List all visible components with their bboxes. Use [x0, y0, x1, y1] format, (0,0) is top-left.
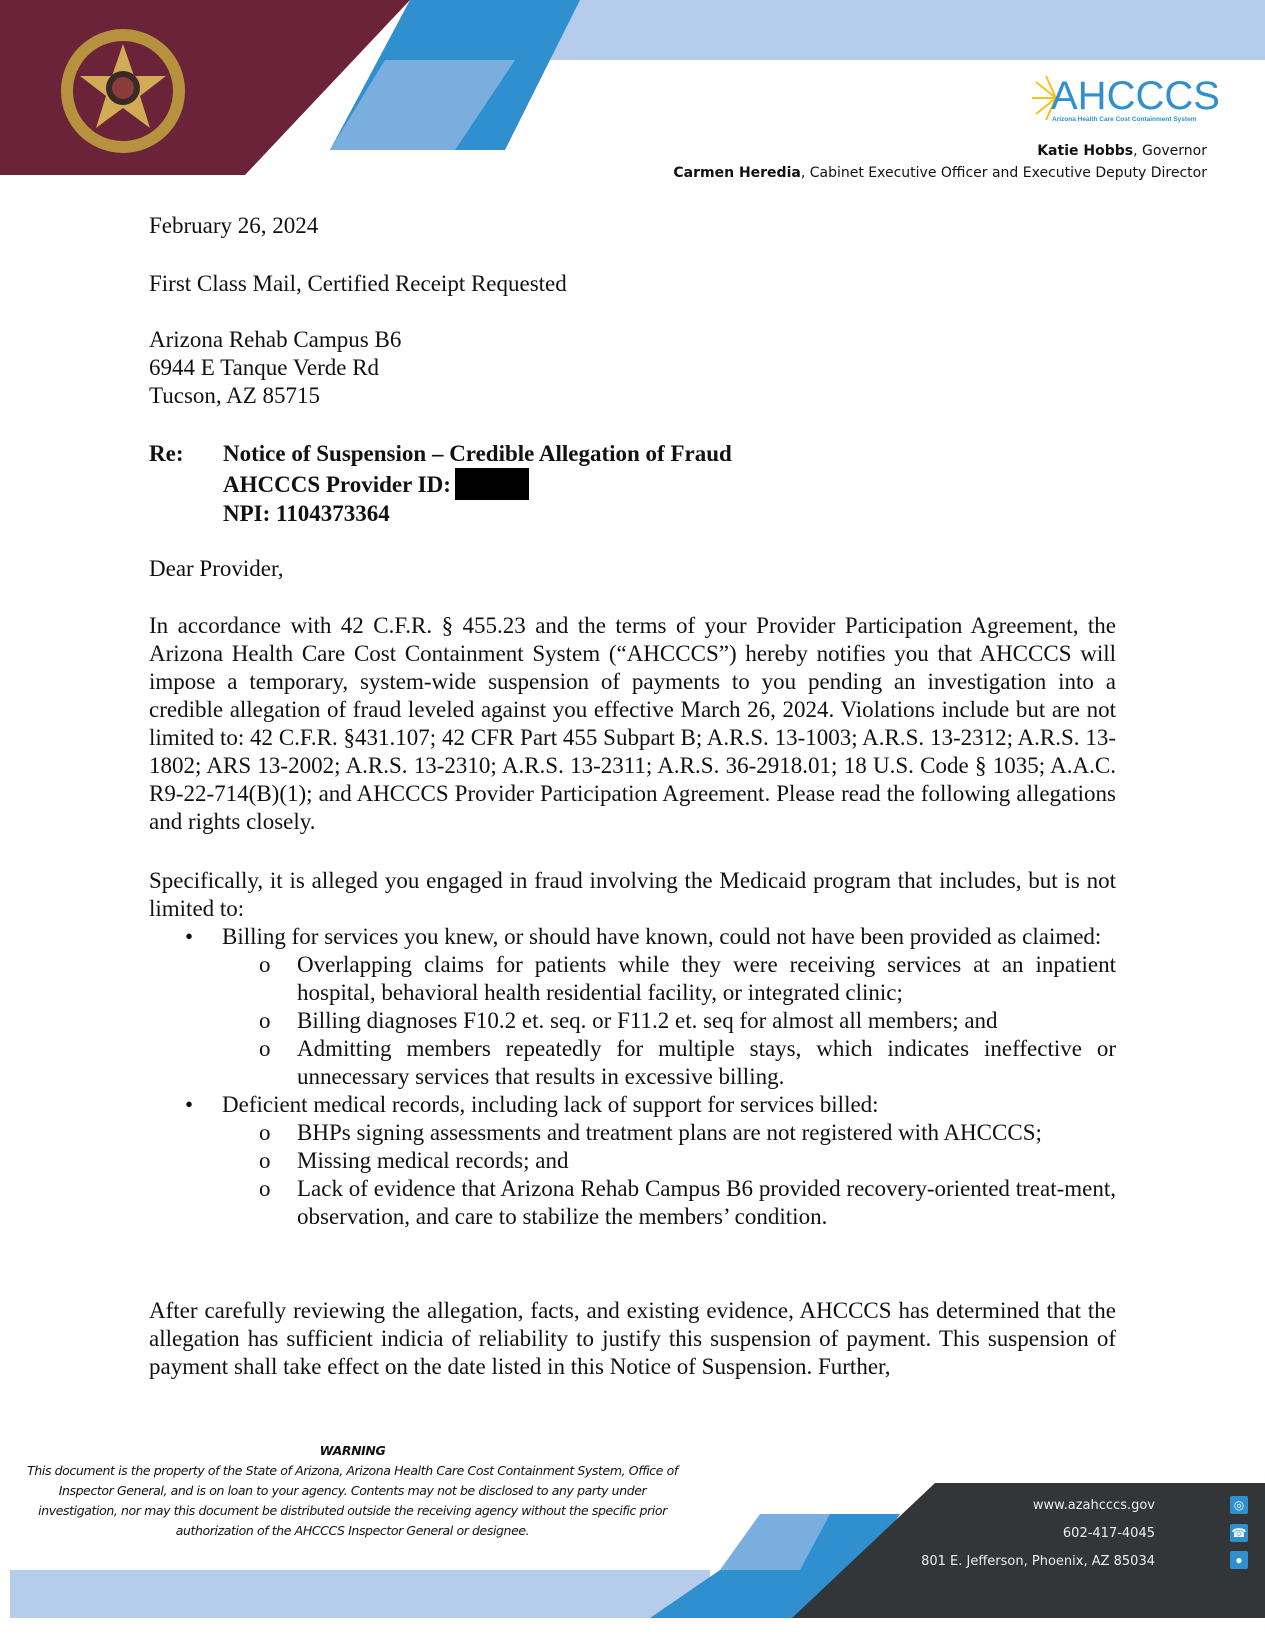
official-title: , Cabinet Executive Officer and Executive Deputy Director — [800, 165, 1207, 181]
logo-tagline: Arizona Health Care Cost Containment System — [1052, 116, 1197, 123]
re-provider-id — [223, 468, 1116, 500]
official-name: Carmen Heredia — [673, 165, 801, 181]
sub-item — [222, 1035, 1116, 1091]
warning-title: WARNING — [319, 1443, 386, 1458]
sub-text: BHPs signing assessments and treatment plans are not registered with AHCCCS; — [297, 1120, 1042, 1145]
delivery-method: First Class Mail, Certified Receipt Requested — [149, 271, 567, 296]
bullet-item — [149, 923, 1116, 1091]
sub-item — [222, 951, 1116, 1007]
official-name: Katie Hobbs — [1037, 143, 1134, 159]
warning-text: This document is the property of the State of Arizona, Arizona Health Care Cost Containment System, Office of Inspector General, and is on loan to your agency. Contents may not be disclosed to any party under investigation, nor may this document be distributed outside the receiving agency without the specific prior authorization of the AHCCCS Inspector General or designee. — [27, 1463, 678, 1538]
globe-icon: ◎ — [1230, 1496, 1248, 1514]
phone-icon: ☎ — [1231, 1526, 1247, 1540]
provider-id-label: AHCCCS Provider ID: — [223, 472, 451, 497]
sub-marker: o — [259, 1120, 271, 1145]
sub-marker: o — [259, 1008, 271, 1033]
sub-item — [222, 1175, 1116, 1231]
sub-item — [222, 1119, 1116, 1147]
sub-text: Missing medical records; and — [297, 1148, 569, 1173]
address-line: 6944 E Tanque Verde Rd — [149, 355, 380, 380]
bullet-item — [149, 1091, 1116, 1231]
sub-text: Admitting members repeatedly for multiple stays, which indicates ineffective or unnecessary services that results in excessive billing. — [297, 1036, 1116, 1089]
director-line — [673, 165, 1207, 181]
paragraph-3: After carefully reviewing the allegation, facts, and existing evidence, AHCCCS has determined that the allegation has sufficient indicia of reliability to justify this suspension of payment. This suspension of payment shall take effect on the date listed in this Notice of Suspension. Further, — [149, 1298, 1116, 1379]
sub-marker: o — [259, 1176, 271, 1201]
re-npi: NPI: 1104373364 — [223, 501, 390, 526]
sub-text: Billing diagnoses F10.2 et. seq. or F11.2 et. seq for almost all members; and — [297, 1008, 998, 1033]
address-text: 801 E. Jefferson, Phoenix, AZ 85034 — [921, 1554, 1155, 1569]
re-label: Re: — [149, 441, 184, 466]
recipient-address — [149, 326, 1116, 410]
sub-text: Overlapping claims for patients while they were receiving services at an inpatient hospital, behavioral health residential facility, or integrated clinic; — [297, 952, 1116, 1005]
bullet-marker: • — [185, 924, 194, 949]
website-text: www.azahcccs.gov — [1032, 1498, 1155, 1513]
sub-marker: o — [259, 1148, 271, 1173]
official-title: , Governor — [1133, 143, 1207, 159]
paragraph-2: Specifically, it is alleged you engaged in fraud involving the Medicaid program that includes, but is not limited to: — [149, 868, 1116, 921]
location-pin-icon: ● — [1230, 1551, 1248, 1569]
sub-text: Lack of evidence that Arizona Rehab Campus B6 provided recovery-oriented treat-ment, observation, and care to stabilize the members’ condition. — [297, 1176, 1116, 1229]
sub-item — [222, 1007, 1116, 1035]
bullet-text: Billing for services you knew, or should have known, could not have been provided as claimed: — [222, 924, 1102, 949]
logo-name: AHCCCS — [1051, 74, 1220, 118]
redaction-box — [455, 468, 529, 500]
address-line: Arizona Rehab Campus B6 — [149, 327, 402, 352]
address-line: Tucson, AZ 85715 — [149, 383, 321, 408]
governor-line — [1037, 143, 1207, 159]
sub-marker: o — [259, 952, 271, 977]
paragraph-1: In accordance with 42 C.F.R. § 455.23 and the terms of your Provider Participation Agreement, the Arizona Health Care Cost Containment System (“AHCCCS”) hereby notifies you that AHCCCS will impose a temporary, system-wide suspension of payments to you pending an investigation into a credible allegation of fraud leveled against you effective March 26, 2024. Violations include but are not limited to: 42 C.F.R. §431.107; 42 CFR Part 455 Subpart B; A.R.S. 13-1003; A.R.S. 13-2312; A.R.S. 13-1802; ARS 13-2002; A.R.S. 13-2310; A.R.S. 13-2311; A.R.S. 36-2918.01; 18 U.S. Code § 1035; A.A.C. R9-22-714(B)(1); and AHCCCS Provider Participation Agreement. Please read the following allegations and rights closely. — [149, 613, 1116, 834]
letter-date: February 26, 2024 — [149, 213, 319, 238]
oig-seal — [56, 26, 190, 156]
bullet-text: Deficient medical records, including lack of support for services billed: — [222, 1092, 879, 1117]
sub-item — [222, 1147, 1116, 1175]
phone-text: 602-417-4045 — [1062, 1526, 1155, 1541]
allegation-list — [149, 923, 1116, 1231]
salutation: Dear Provider, — [149, 556, 284, 581]
re-subject: Notice of Suspension – Credible Allegation of Fraud — [223, 441, 732, 466]
bullet-marker: • — [185, 1092, 194, 1117]
re-block — [149, 440, 1116, 528]
sub-marker: o — [259, 1036, 271, 1061]
